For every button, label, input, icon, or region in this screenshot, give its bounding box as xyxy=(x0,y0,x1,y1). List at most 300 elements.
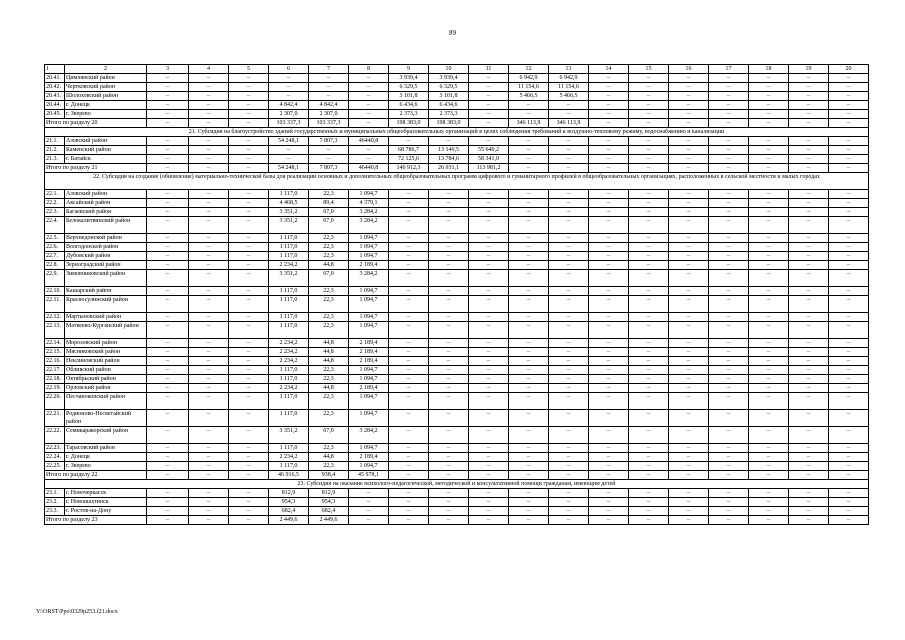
value-cell: – xyxy=(147,208,189,217)
district-name-cell: Зимовниковский район xyxy=(65,270,147,287)
total-value-cell: – xyxy=(669,164,709,173)
table-row xyxy=(45,453,869,462)
value-cell: – xyxy=(509,322,549,339)
total-value-cell: – xyxy=(389,471,429,480)
value-cell: – xyxy=(789,444,829,453)
value-cell: 3 284,2 xyxy=(349,208,389,217)
value-cell: – xyxy=(589,137,629,146)
value-cell: – xyxy=(389,444,429,453)
value-cell: – xyxy=(669,410,709,427)
value-cell: 1 117,0 xyxy=(269,410,309,427)
value-cell: 3 284,2 xyxy=(349,427,389,444)
row-number-cell: 22.4. xyxy=(45,217,65,234)
value-cell: – xyxy=(589,155,629,164)
value-cell: – xyxy=(509,366,549,375)
value-cell: – xyxy=(709,234,749,243)
value-cell: 6 942,9 xyxy=(509,74,549,83)
value-cell: 13 146,5 xyxy=(429,146,469,155)
value-cell: – xyxy=(147,366,189,375)
value-cell: – xyxy=(469,287,509,296)
value-cell: – xyxy=(709,261,749,270)
value-cell: – xyxy=(789,287,829,296)
value-cell: 1 094,7 xyxy=(349,462,389,471)
value-cell: – xyxy=(229,384,269,393)
value-cell: – xyxy=(429,252,469,261)
total-value-cell: 7 807,3 xyxy=(309,164,349,173)
district-name-cell: Верхнедонской район xyxy=(65,234,147,243)
value-cell: – xyxy=(469,384,509,393)
row-number-cell: 20.42. xyxy=(45,83,65,92)
value-cell: – xyxy=(589,146,629,155)
value-cell: – xyxy=(147,322,189,339)
value-cell: – xyxy=(589,453,629,462)
column-header: 5 xyxy=(229,65,269,74)
value-cell: – xyxy=(189,101,229,110)
value-cell: 3 939,4 xyxy=(429,74,469,83)
value-cell: 1 094,7 xyxy=(349,190,389,199)
total-value-cell: – xyxy=(349,119,389,128)
total-value-cell: – xyxy=(549,516,589,525)
value-cell: 1 117,0 xyxy=(269,313,309,322)
value-cell: – xyxy=(589,110,629,119)
value-cell: 1 094,7 xyxy=(349,444,389,453)
value-cell: – xyxy=(147,444,189,453)
value-cell: – xyxy=(469,489,509,498)
value-cell: – xyxy=(629,74,669,83)
value-cell: – xyxy=(549,101,589,110)
value-cell: – xyxy=(189,410,229,427)
value-cell: – xyxy=(189,199,229,208)
value-cell: – xyxy=(629,252,669,261)
value-cell: – xyxy=(789,110,829,119)
value-cell: 1 094,7 xyxy=(349,252,389,261)
value-cell: – xyxy=(147,498,189,507)
total-value-cell: – xyxy=(669,516,709,525)
table-row xyxy=(45,252,869,261)
district-name-cell: г. Ростов-на-Дону xyxy=(65,507,147,516)
file-path-footer: Y:\ORST\Ppo\0329p253.f21.docx xyxy=(36,609,118,615)
value-cell: – xyxy=(709,384,749,393)
value-cell: – xyxy=(549,348,589,357)
value-cell: – xyxy=(469,322,509,339)
value-cell: – xyxy=(469,366,509,375)
value-cell: – xyxy=(549,427,589,444)
value-cell: 6 434,6 xyxy=(389,101,429,110)
value-cell: 22,3 xyxy=(309,252,349,261)
table-row xyxy=(45,146,869,155)
value-cell: – xyxy=(469,74,509,83)
value-cell: – xyxy=(629,507,669,516)
value-cell: – xyxy=(229,217,269,234)
value-cell: – xyxy=(349,101,389,110)
value-cell: – xyxy=(749,217,789,234)
value-cell: – xyxy=(709,155,749,164)
row-number-cell: 20.45. xyxy=(45,110,65,119)
value-cell: 68 786,7 xyxy=(389,146,429,155)
value-cell: – xyxy=(829,410,869,427)
value-cell: – xyxy=(229,444,269,453)
value-cell: – xyxy=(469,252,509,261)
value-cell: – xyxy=(147,199,189,208)
value-cell: – xyxy=(189,243,229,252)
value-cell: – xyxy=(629,199,669,208)
value-cell: – xyxy=(749,234,789,243)
total-value-cell: – xyxy=(789,516,829,525)
total-value-cell: 103 337,3 xyxy=(269,119,309,128)
value-cell: – xyxy=(829,217,869,234)
total-value-cell: 113 981,2 xyxy=(469,164,509,173)
value-cell: – xyxy=(709,393,749,410)
value-cell: – xyxy=(469,462,509,471)
value-cell: – xyxy=(389,137,429,146)
value-cell: – xyxy=(229,261,269,270)
value-cell: – xyxy=(589,234,629,243)
value-cell: – xyxy=(789,243,829,252)
table-row xyxy=(45,393,869,410)
value-cell: – xyxy=(749,339,789,348)
value-cell: – xyxy=(789,199,829,208)
value-cell: – xyxy=(589,348,629,357)
column-header: 6 xyxy=(269,65,309,74)
value-cell: – xyxy=(469,243,509,252)
total-value-cell: – xyxy=(509,471,549,480)
table-row xyxy=(45,243,869,252)
value-cell: – xyxy=(829,199,869,208)
table-row xyxy=(45,313,869,322)
value-cell: 1 117,0 xyxy=(269,393,309,410)
value-cell: – xyxy=(829,110,869,119)
value-cell: – xyxy=(709,110,749,119)
value-cell: – xyxy=(389,270,429,287)
value-cell: – xyxy=(549,384,589,393)
value-cell: – xyxy=(749,462,789,471)
value-cell: – xyxy=(147,348,189,357)
value-cell: – xyxy=(589,498,629,507)
value-cell: – xyxy=(589,384,629,393)
value-cell: – xyxy=(429,384,469,393)
district-name-cell: Чертковский район xyxy=(65,83,147,92)
value-cell: – xyxy=(629,357,669,366)
value-cell: – xyxy=(229,375,269,384)
district-name-cell: г. Зверево xyxy=(65,462,147,471)
value-cell: – xyxy=(669,110,709,119)
value-cell: – xyxy=(469,348,509,357)
value-cell: – xyxy=(629,296,669,313)
value-cell: – xyxy=(709,208,749,217)
value-cell: – xyxy=(189,146,229,155)
table-row xyxy=(45,74,869,83)
value-cell: – xyxy=(509,393,549,410)
total-value-cell: – xyxy=(709,164,749,173)
value-cell: – xyxy=(147,410,189,427)
value-cell: – xyxy=(709,410,749,427)
value-cell: – xyxy=(589,393,629,410)
value-cell: – xyxy=(589,339,629,348)
value-cell: – xyxy=(389,190,429,199)
row-number-cell: 22.7. xyxy=(45,252,65,261)
value-cell: 22,3 xyxy=(309,322,349,339)
value-cell: – xyxy=(629,489,669,498)
value-cell: – xyxy=(669,252,709,261)
value-cell: – xyxy=(829,137,869,146)
value-cell: – xyxy=(229,410,269,427)
value-cell: – xyxy=(749,270,789,287)
value-cell: – xyxy=(509,357,549,366)
column-header: 4 xyxy=(189,65,229,74)
value-cell: – xyxy=(549,498,589,507)
value-cell: 46440,8 xyxy=(349,137,389,146)
value-cell: – xyxy=(509,234,549,243)
row-number-cell: 22.15. xyxy=(45,348,65,357)
value-cell: – xyxy=(589,190,629,199)
value-cell: – xyxy=(429,410,469,427)
value-cell: – xyxy=(189,261,229,270)
value-cell: 1 117,0 xyxy=(269,462,309,471)
value-cell: – xyxy=(147,270,189,287)
value-cell: – xyxy=(549,252,589,261)
value-cell: – xyxy=(147,261,189,270)
value-cell: – xyxy=(509,287,549,296)
value-cell: 2 234,2 xyxy=(269,348,309,357)
value-cell: – xyxy=(429,339,469,348)
district-name-cell: Родионово-Несветайский район xyxy=(65,410,147,427)
column-header: 20 xyxy=(829,65,869,74)
total-value-cell: 140 912,3 xyxy=(389,164,429,173)
value-cell: – xyxy=(389,507,429,516)
row-number-cell: 21.1. xyxy=(45,137,65,146)
total-value-cell: – xyxy=(469,119,509,128)
section-header-row xyxy=(45,480,869,489)
value-cell: 44,8 xyxy=(309,348,349,357)
value-cell: – xyxy=(147,427,189,444)
value-cell: – xyxy=(789,507,829,516)
value-cell: – xyxy=(589,101,629,110)
value-cell: – xyxy=(509,462,549,471)
value-cell: – xyxy=(589,375,629,384)
value-cell: 1 094,7 xyxy=(349,313,389,322)
district-name-cell: Тарасовский район xyxy=(65,444,147,453)
value-cell: – xyxy=(789,313,829,322)
total-value-cell: 26 931,1 xyxy=(429,164,469,173)
value-cell: – xyxy=(669,83,709,92)
value-cell: – xyxy=(147,296,189,313)
row-number-cell: 21.2. xyxy=(45,146,65,155)
value-cell: – xyxy=(709,348,749,357)
value-cell: – xyxy=(147,217,189,234)
total-value-cell: 46440,8 xyxy=(349,164,389,173)
table-row xyxy=(45,357,869,366)
value-cell: – xyxy=(189,155,229,164)
table-row xyxy=(45,208,869,217)
value-cell: – xyxy=(749,287,789,296)
value-cell: – xyxy=(749,375,789,384)
row-number-cell: 22.25. xyxy=(45,462,65,471)
value-cell: – xyxy=(749,410,789,427)
value-cell: – xyxy=(709,462,749,471)
value-cell: – xyxy=(229,393,269,410)
value-cell: 22,3 xyxy=(309,444,349,453)
total-value-cell: – xyxy=(429,516,469,525)
value-cell: – xyxy=(669,199,709,208)
value-cell: – xyxy=(829,287,869,296)
row-number-cell: 22.3. xyxy=(45,208,65,217)
total-value-cell: 938,4 xyxy=(309,471,349,480)
table-row xyxy=(45,83,869,92)
value-cell: 682,4 xyxy=(269,507,309,516)
value-cell: – xyxy=(147,92,189,101)
value-cell: – xyxy=(829,384,869,393)
value-cell: – xyxy=(789,498,829,507)
value-cell: – xyxy=(189,384,229,393)
value-cell: 2 189,4 xyxy=(349,384,389,393)
value-cell: 3 351,2 xyxy=(269,208,309,217)
column-header: 14 xyxy=(589,65,629,74)
value-cell: – xyxy=(709,498,749,507)
district-name-cell: Мартыновский район xyxy=(65,313,147,322)
row-number-cell: 22.8. xyxy=(45,261,65,270)
value-cell: – xyxy=(389,357,429,366)
value-cell: – xyxy=(549,234,589,243)
value-cell: – xyxy=(629,243,669,252)
value-cell: 1 117,0 xyxy=(269,444,309,453)
district-name-cell: Цимлянский район xyxy=(65,74,147,83)
value-cell: – xyxy=(749,427,789,444)
column-header: 7 xyxy=(309,65,349,74)
value-cell: – xyxy=(309,155,349,164)
value-cell: – xyxy=(829,74,869,83)
value-cell: 22,3 xyxy=(309,296,349,313)
value-cell: – xyxy=(589,243,629,252)
value-cell: – xyxy=(429,243,469,252)
value-cell: – xyxy=(629,92,669,101)
total-value-cell: – xyxy=(229,471,269,480)
value-cell: – xyxy=(749,313,789,322)
value-cell: – xyxy=(509,208,549,217)
value-cell: 2 373,3 xyxy=(389,110,429,119)
value-cell: – xyxy=(709,137,749,146)
total-label: Итого по разделу 20 xyxy=(45,119,147,128)
value-cell: 1 094,7 xyxy=(349,410,389,427)
value-cell: 22,3 xyxy=(309,243,349,252)
total-value-cell: – xyxy=(709,516,749,525)
value-cell: – xyxy=(189,287,229,296)
value-cell: – xyxy=(509,217,549,234)
district-name-cell: г. Донецк xyxy=(65,101,147,110)
value-cell: – xyxy=(589,92,629,101)
column-header: 10 xyxy=(429,65,469,74)
value-cell: – xyxy=(189,322,229,339)
value-cell: – xyxy=(147,375,189,384)
value-cell: – xyxy=(229,498,269,507)
value-cell: – xyxy=(629,190,669,199)
value-cell: 1 094,7 xyxy=(349,243,389,252)
row-number-cell: 22.5. xyxy=(45,234,65,243)
value-cell: 1 094,7 xyxy=(349,393,389,410)
value-cell: – xyxy=(389,366,429,375)
value-cell: 1 117,0 xyxy=(269,296,309,313)
value-cell: – xyxy=(429,322,469,339)
value-cell: – xyxy=(269,155,309,164)
value-cell: 4 842,4 xyxy=(309,101,349,110)
value-cell: – xyxy=(629,453,669,462)
value-cell: 22,3 xyxy=(309,287,349,296)
value-cell: – xyxy=(349,507,389,516)
value-cell: – xyxy=(749,296,789,313)
value-cell: – xyxy=(269,92,309,101)
total-label: Итого по разделу 22 xyxy=(45,471,147,480)
value-cell: – xyxy=(147,110,189,119)
value-cell: – xyxy=(789,296,829,313)
value-cell: – xyxy=(669,101,709,110)
row-number-cell: 20.44. xyxy=(45,101,65,110)
value-cell: – xyxy=(509,296,549,313)
value-cell: 5 466,5 xyxy=(549,92,589,101)
value-cell: – xyxy=(629,101,669,110)
row-number-cell: 22.12. xyxy=(45,313,65,322)
total-value-cell: – xyxy=(709,119,749,128)
value-cell: 22,3 xyxy=(309,313,349,322)
total-value-cell: – xyxy=(349,516,389,525)
value-cell: – xyxy=(389,393,429,410)
value-cell: – xyxy=(309,146,349,155)
value-cell: – xyxy=(229,83,269,92)
value-cell: – xyxy=(229,101,269,110)
value-cell: – xyxy=(829,366,869,375)
value-cell: – xyxy=(669,208,709,217)
value-cell: – xyxy=(789,92,829,101)
value-cell: – xyxy=(147,155,189,164)
value-cell: – xyxy=(789,83,829,92)
value-cell: – xyxy=(789,137,829,146)
value-cell: – xyxy=(669,261,709,270)
value-cell: – xyxy=(589,270,629,287)
value-cell: – xyxy=(189,444,229,453)
value-cell: – xyxy=(549,339,589,348)
value-cell: – xyxy=(429,507,469,516)
column-header: 12 xyxy=(509,65,549,74)
value-cell: – xyxy=(749,384,789,393)
value-cell: 22,3 xyxy=(309,190,349,199)
value-cell: – xyxy=(189,313,229,322)
total-value-cell: 103 337,3 xyxy=(309,119,349,128)
value-cell: – xyxy=(549,410,589,427)
value-cell: – xyxy=(549,375,589,384)
district-name-cell: Семикаракорский район xyxy=(65,427,147,444)
value-cell: – xyxy=(509,498,549,507)
value-cell: – xyxy=(509,313,549,322)
value-cell: – xyxy=(429,190,469,199)
value-cell: – xyxy=(469,110,509,119)
total-value-cell: – xyxy=(469,471,509,480)
value-cell: 2 234,2 xyxy=(269,261,309,270)
value-cell: – xyxy=(469,453,509,462)
value-cell: – xyxy=(189,234,229,243)
total-value-cell: – xyxy=(147,516,189,525)
row-number-cell: 23.2. xyxy=(45,498,65,507)
value-cell: – xyxy=(147,489,189,498)
row-number-cell: 22.14. xyxy=(45,339,65,348)
value-cell: – xyxy=(549,287,589,296)
total-value-cell: – xyxy=(629,164,669,173)
value-cell: 6 434,6 xyxy=(429,101,469,110)
value-cell: 1 117,0 xyxy=(269,366,309,375)
value-cell: 812,9 xyxy=(309,489,349,498)
value-cell: – xyxy=(549,146,589,155)
district-name-cell: Песчанокопский район xyxy=(65,393,147,410)
value-cell: – xyxy=(269,83,309,92)
total-value-cell: – xyxy=(229,164,269,173)
district-name-cell: Мясниковский район xyxy=(65,348,147,357)
